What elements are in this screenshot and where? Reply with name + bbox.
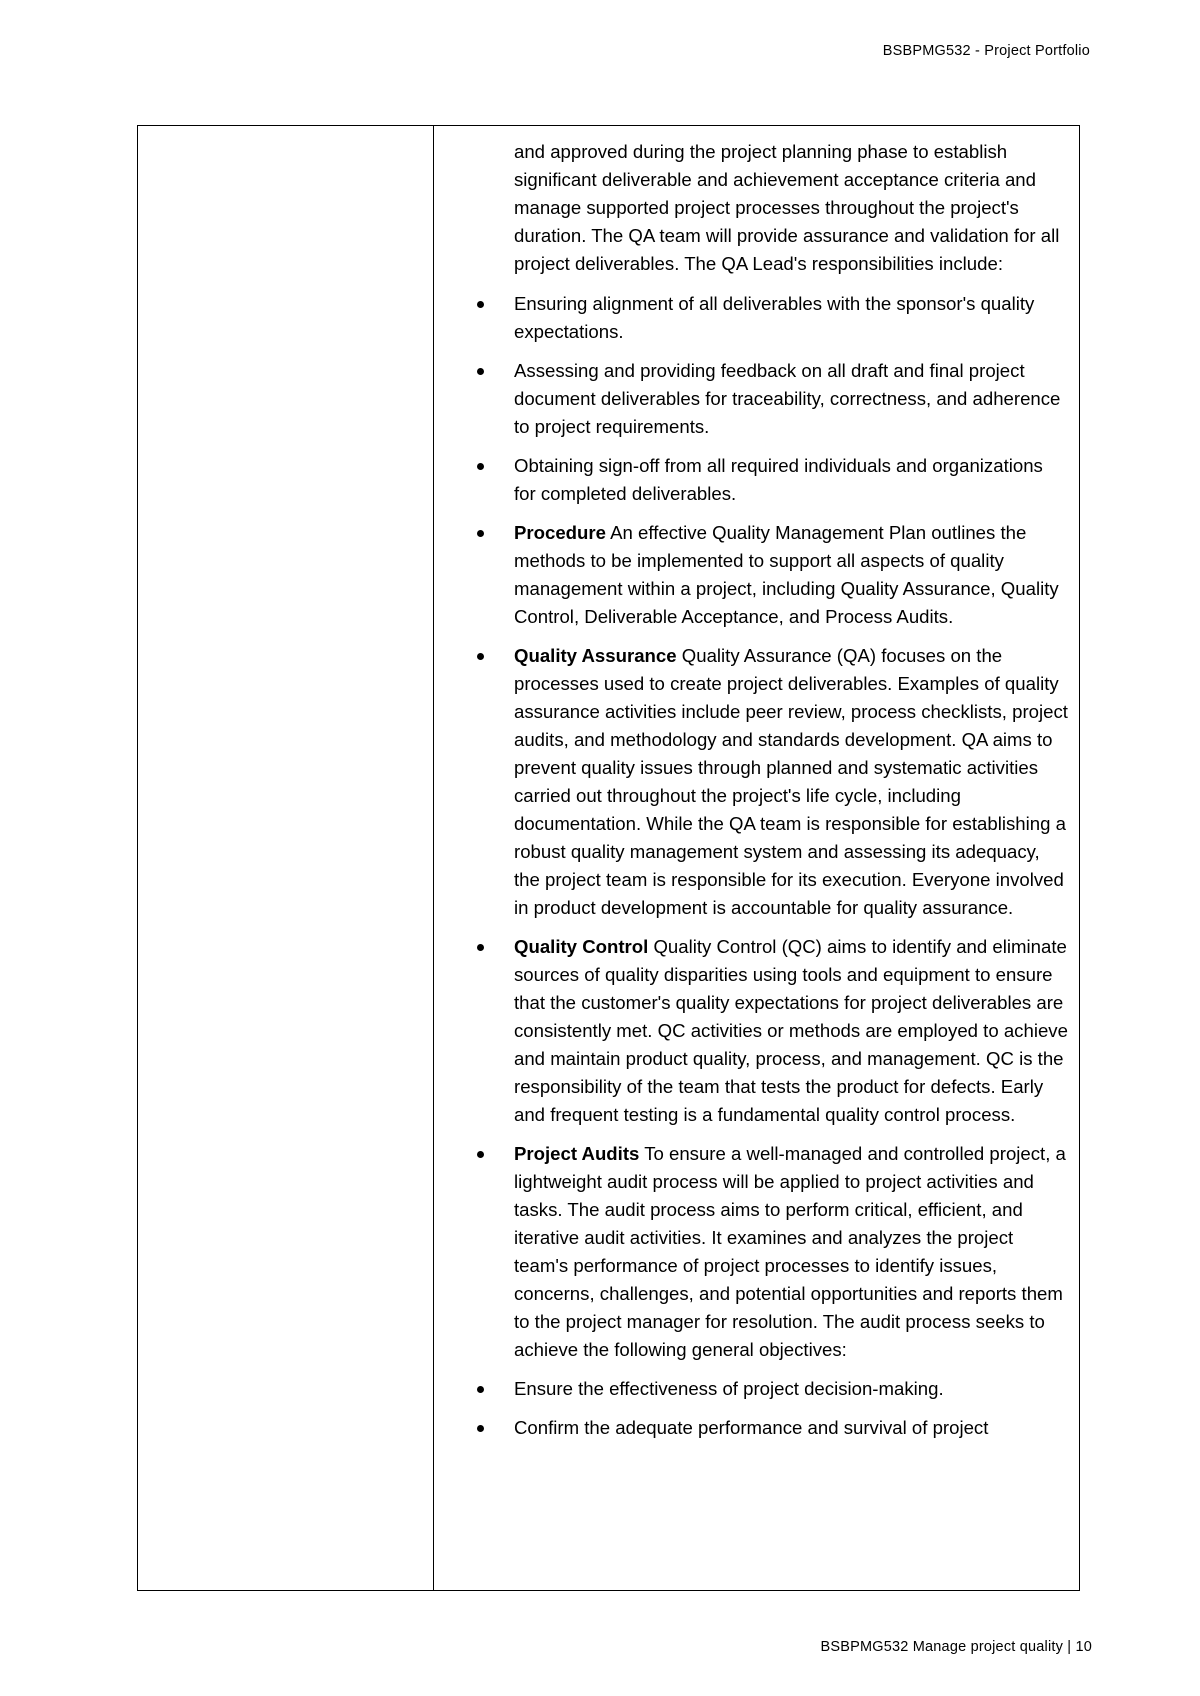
bullet-text: Confirm the adequate performance and survival of project [514,1417,989,1438]
bullet-text: Quality Control (QC) aims to identify and eliminate sources of quality disparities using tools and equipment to ensure that the customer's quality expectations for project deliverables are consistently met. QC activities or methods are employed to achieve and maintain product quality, process, and management. QC is the responsibility of the team that tests the product for defects. Early and frequent testing is a fundamental quality control process. [514,936,1068,1125]
bullet-text: Ensure the effectiveness of project decision-making. [514,1378,944,1399]
bullet-icon [477,1425,484,1432]
bullet-icon [477,530,484,537]
page-footer: BSBPMG532 Manage project quality | 10 [820,1639,1092,1655]
bullet-icon [477,463,484,470]
bullet-text: Ensuring alignment of all deliverables with the sponsor's quality expectations. [514,293,1035,342]
bullet-icon [477,1151,484,1158]
content-table [137,125,1080,1591]
list-item [514,642,1069,922]
bullet-icon [477,301,484,308]
page-header: BSBPMG532 - Project Portfolio [882,43,1090,59]
bullet-list [514,290,1069,1442]
bullet-heading: Procedure [514,522,606,543]
table-left-column [138,126,434,1590]
bullet-heading: Project Audits [514,1143,640,1164]
bullet-icon [477,1386,484,1393]
bullet-heading: Quality Control [514,936,649,957]
list-item [514,357,1069,441]
bullet-text: To ensure a well-managed and controlled project, a lightweight audit process will be applied to project activities and tasks. The audit process aims to perform critical, efficient, and iterative audit activities. It examines and analyzes the project team's performance of project processes to identify issues, concerns, challenges, and potential opportunities and reports them to the project manager for resolution. The audit process seeks to achieve the following general objectives: [514,1143,1066,1360]
list-item [514,933,1069,1129]
bullet-icon [477,944,484,951]
bullet-text: Assessing and providing feedback on all draft and final project document deliverables for traceability, correctness, and adherence to project requirements. [514,360,1061,437]
list-item [514,1375,1069,1403]
bullet-text: Quality Assurance (QA) focuses on the processes used to create project deliverables. Examples of quality assurance activities include peer review, process checklists, project audits, and methodology and standards development. QA aims to prevent quality issues through planned and systematic activities carried out throughout the project's life cycle, including documentation. While the QA team is responsible for establishing a robust quality management system and assessing its adequacy, the project team is responsible for its execution. Everyone involved in product development is accountable for quality assurance. [514,645,1068,918]
bullet-icon [477,368,484,375]
bullet-text: An effective Quality Management Plan outlines the methods to be implemented to support all aspects of quality management within a project, including Quality Assurance, Quality Control, Deliverable Acceptance, and Process Audits. [514,522,1059,627]
bullet-text: Obtaining sign-off from all required individuals and organizations for completed deliverables. [514,455,1043,504]
list-item [514,519,1069,631]
list-item [514,452,1069,508]
list-item [514,290,1069,346]
intro-paragraph: and approved during the project planning phase to establish significant deliverable and achievement acceptance criteria and manage supported project processes throughout the project's duration. The QA team will provide assurance and validation for all project deliverables. The QA Lead's responsibilities include: [514,141,1060,274]
bullet-icon [477,653,484,660]
bullet-heading: Quality Assurance [514,645,677,666]
list-item [514,1414,1069,1442]
table-right-column [434,126,1079,1590]
list-item [514,1140,1069,1364]
